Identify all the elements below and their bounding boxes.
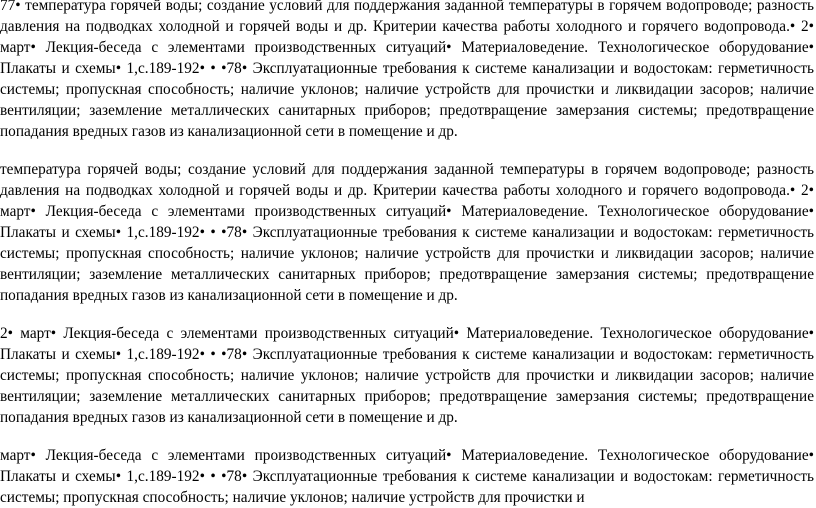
paragraph-3: 2• март• Лекция-беседа с элементами производственных ситуаций• Материаловедение. Технологическое оборудование• Плакаты и схемы• 1,с.189-192• • •78• Эксплуатационные требования к системе канализации и водостокам: герметичность системы; пропускная способность; наличие уклонов; наличие устройств для прочистки и ликвидации засоров; наличие вентиляции; заземление металлических санитарных приборов; предотвращение замерзания системы; предотвращение попадания вредных газов из канализационной сети в помещение и др.: [0, 325, 814, 426]
paragraph-4: март• Лекция-беседа с элементами производственных ситуаций• Материаловедение. Технологическое оборудование• Плакаты и схемы• 1,с.189-192• • •78• Эксплуатационные требования к системе канализации и водостокам: герметичность системы; пропускная способность; наличие уклонов; наличие устройств для прочистки и: [0, 447, 814, 506]
paragraph-1: 77• температура горячей воды; создание условий для поддержания заданной температуры в горячем водопроводе; разность давления на подводках холодной и горячей воды и др. Критерии качества работы холодного и горячего водопровода.• 2• март• Лекция-беседа с элементами производственных ситуаций• Материаловедение. Технологическое оборудование• Плакаты и схемы• 1,с.189-192• • •78• Эксплуатационные требования к системе канализации и водостокам: герметичность системы; пропускная способность; наличие уклонов; наличие устройств для прочистки и ликвидации засоров; наличие вентиляции; заземление металлических санитарных приборов; предотвращение замерзания системы; предотвращение попадания вредных газов из канализационной сети в помещение и др.: [0, 0, 814, 140]
paragraph-2: температура горячей воды; создание условий для поддержания заданной температуры в горячем водопроводе; разность давления на подводках холодной и горячей воды и др. Критерии качества работы холодного и горячего водопровода.• 2• март• Лекция-беседа с элементами производственных ситуаций• Материаловедение. Технологическое оборудование• Плакаты и схемы• 1,с.189-192• • •78• Эксплуатационные требования к системе канализации и водостокам: герметичность системы; пропускная способность; наличие уклонов; наличие устройств для прочистки и ликвидации засоров; наличие вентиляции; заземление металлических санитарных приборов; предотвращение замерзания системы; предотвращение попадания вредных газов из канализационной сети в помещение и др.: [0, 161, 814, 304]
